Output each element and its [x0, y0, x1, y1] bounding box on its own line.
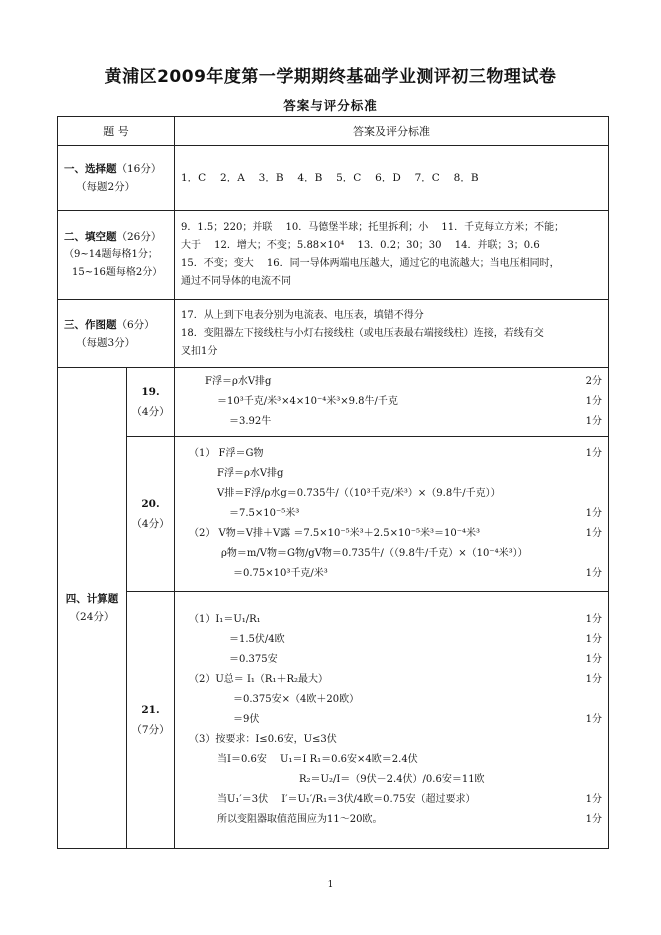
section-calc-name: 四、计算题 [65, 593, 119, 605]
q20-line: （1） F浮＝G物 1分 [189, 448, 602, 459]
document-title: 黄浦区2009年度第一学期期终基础学业测评初三物理试卷 [104, 67, 557, 87]
section-drawing-note: （每题3分） [76, 336, 136, 349]
drawing-line-2: 18．变阻器左下接线柱与小灯右接线柱（或电压表最右端接线柱）连接，若线有交 [181, 327, 544, 339]
q19-line: ＝3.92牛 1分 [229, 416, 602, 427]
q20-line: F浮＝ρ水V排g [217, 468, 284, 479]
question-19-row [58, 368, 609, 437]
question-20-row [58, 437, 609, 592]
q19-label [127, 368, 175, 437]
q20-line: ＝7.5×10⁻⁵米³ 1分 [229, 508, 602, 519]
section-calc-score: （24分） [69, 611, 115, 623]
section-fill-answers [175, 211, 609, 300]
section-drawing-label [58, 300, 175, 368]
q20-label [127, 437, 175, 592]
header-question-number: 题 号 [58, 117, 175, 146]
q20-number: 20. [141, 498, 160, 510]
q21-answer [175, 592, 609, 849]
q19-answer [175, 368, 609, 437]
drawing-line-3: 叉扣1分 [181, 345, 218, 357]
q21-line: ＝0.375安×（4欧＋20欧） [233, 694, 360, 705]
q21-line: 当U₁′＝3伏 I′＝U₁′/R₁＝3伏/4欧＝0.75安（超过要求） 1分 [217, 794, 602, 805]
q20-answer [175, 437, 609, 592]
header-answer-standard: 答案及评分标准 [175, 117, 609, 146]
section-choice-answers: 1．C 2．A 3．B 4．B 5．C 6．D 7．C 8．B [175, 146, 609, 211]
section-choice-score: （16分） [116, 163, 162, 175]
section-fill-note-1: （9~14题每格1分； [64, 249, 158, 260]
q20-line: ＝0.75×10³千克/米³ 1分 [233, 568, 602, 579]
section-drawing-name: 三、作图题 [64, 318, 117, 331]
page-number: 1 [327, 880, 334, 890]
drawing-line-1: 17．从上到下电表分别为电流表、电压表，填错不得分 [181, 309, 424, 321]
section-drawing-score: （6分） [116, 318, 155, 331]
q19-number: 19. [141, 386, 160, 398]
q19-points: （4分） [131, 406, 170, 418]
section-fill-label [58, 211, 175, 300]
q20-line: （2） V物＝V排＋V露 ＝7.5×10⁻⁵米³＋2.5×10⁻⁵米³＝10⁻⁴米³ 1分 [189, 528, 602, 539]
section-choice-name: 一、选择题 [64, 163, 117, 175]
q21-line: （2）U总＝ I₁（R₁＋R₂最大） 1分 [189, 674, 602, 685]
section-fill-name: 二、填空题 [64, 231, 117, 243]
section-choice-note: （每题2分） [76, 181, 136, 193]
q21-line: ＝9伏 1分 [233, 714, 602, 725]
section-drawing-row [58, 300, 609, 368]
fill-line-3: 15．不变；变大 16．同一导体两端电压越大，通过它的电流越大；当电压相同时， [181, 258, 560, 269]
question-21-row [58, 592, 609, 849]
q20-points: （4分） [131, 518, 170, 530]
q21-points: （7分） [131, 724, 170, 736]
q20-line: V排＝F浮/ρ水g＝0.735牛/（（10³千克/米³）×（9.8牛/千克）） [217, 488, 501, 499]
q21-line: 当I＝0.6安 U₁＝I R₁＝0.6安×4欧＝2.4伏 [217, 754, 418, 765]
section-fill-score: （26分） [116, 231, 162, 243]
q21-line: 所以变阻器取值范围应为11～20欧。 1分 [217, 814, 602, 825]
q21-line: （1）I₁＝U₁/R₁ 1分 [189, 614, 602, 625]
section-calc-label [58, 368, 127, 849]
section-fill-row [58, 211, 609, 300]
document-subtitle: 答案与评分标准 [283, 98, 378, 113]
fill-line-4: 通过不同导体的电流不同 [181, 276, 291, 287]
q19-line: F浮＝ρ水V排g 2分 [205, 376, 602, 387]
table-header-row [58, 117, 609, 146]
q20-line: ρ物＝m/V物＝G物/gV物＝0.735牛/（（9.8牛/千克）×（10⁻⁴米³）） [221, 548, 528, 559]
section-choice-label [58, 146, 175, 211]
q21-line: （3）按要求：I≤0.6安，U≤3伏 [189, 734, 337, 745]
q21-number: 21. [141, 704, 160, 716]
section-drawing-answers [175, 300, 609, 368]
q21-line: ＝0.375安 1分 [229, 654, 602, 665]
section-fill-note-2: 15~16题每格2分） [72, 267, 163, 278]
fill-line-1: 9．1.5；220；并联 10．马德堡半球；托里拆利；小 11．千克每立方米；不能； [181, 222, 565, 233]
q19-line: ＝10³千克/米³×4×10⁻⁴米³×9.8牛/千克 1分 [217, 396, 602, 407]
q21-label [127, 592, 175, 849]
answer-table [57, 116, 609, 849]
q21-line: ＝1.5伏/4欧 1分 [229, 634, 602, 645]
fill-line-2: 大于 12．增大；不变；5.88×10⁴ 13．0.2；30；30 14．并联；3；0.6 [181, 240, 540, 251]
section-choice-row [58, 146, 609, 211]
q21-line: R₂＝U₂/I＝（9伏－2.4伏）/0.6安＝11欧 [299, 774, 485, 785]
